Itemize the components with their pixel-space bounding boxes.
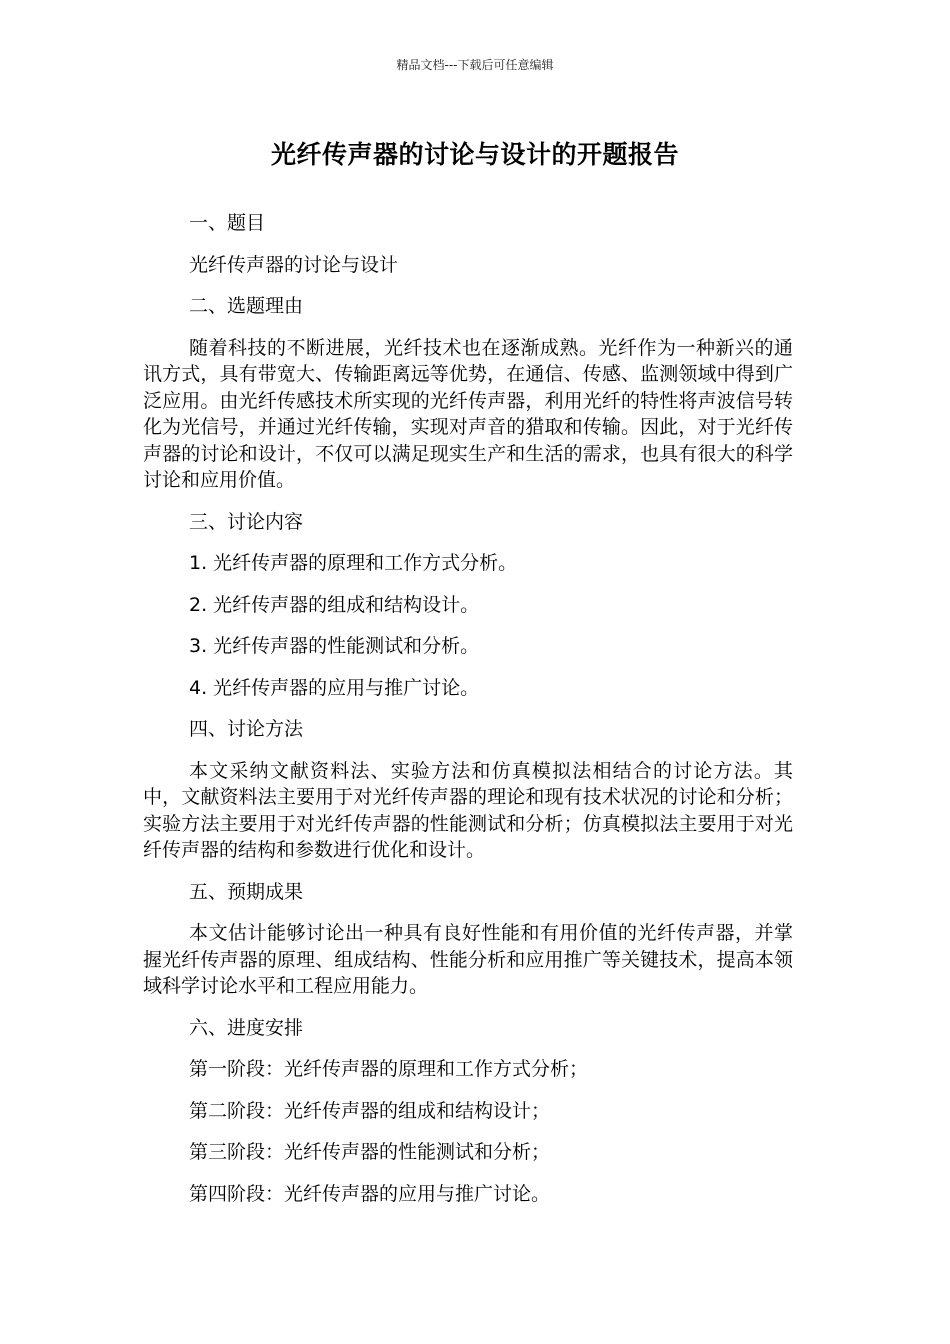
content-item-1: 1. 光纤传声器的原理和工作方式分析。 [189, 552, 518, 574]
schedule-stage-3: 第三阶段：光纤传声器的性能测试和分析； [189, 1141, 551, 1163]
section-heading-topic: 一、题目 [189, 212, 266, 234]
schedule-stage-4: 第四阶段：光纤传声器的应用与推广讨论。 [189, 1182, 551, 1205]
section-heading-results: 五、预期成果 [189, 880, 304, 903]
results-paragraph: 本文估计能够讨论出一种具有良好性能和有用价值的光纤传声器，并掌握光纤传声器的原理、组成结构、性能分析和应用推广等关键技术，提高本领域科学讨论水平和工程应用能力。 [143, 922, 793, 997]
content-item-3: 3. 光纤传声器的性能测试和分析。 [189, 635, 480, 657]
page-header: 精品文档---下载后可任意编辑 [396, 58, 554, 72]
document-body [143, 210, 793, 1222]
schedule-stage-2: 第二阶段：光纤传声器的组成和结构设计； [189, 1099, 551, 1122]
method-paragraph: 本文采纳文献资料法、实验方法和仿真模拟法相结合的讨论方法。其中，文献资料法主要用于对光纤传声器的理论和现有技术状况的讨论和分析；实验方法主要用于对光纤传声器的性能测试和分析；仿真模拟法主要用于对光纤传声器的结构和参数进行优化和设计。 [143, 759, 793, 861]
reason-paragraph: 随着科技的不断进展，光纤技术也在逐渐成熟。光纤作为一种新兴的通讯方式，具有带宽大、传输距离远等优势，在通信、传感、监测领域中得到广泛应用。由光纤传感技术所实现的光纤传声器，利用光纤的特性将声波信号转化为光信号，并通过光纤传输，实现对声音的猎取和传输。因此，对于光纤传声器的讨论和设计，不仅可以满足现实生产和生活的需求，也具有很大的科学讨论和应用价值。 [143, 336, 793, 491]
section-heading-method: 四、讨论方法 [189, 718, 304, 740]
content-item-2: 2. 光纤传声器的组成和结构设计。 [189, 593, 480, 616]
section-heading-schedule: 六、进度安排 [189, 1016, 304, 1039]
section-heading-reason: 二、选题理由 [189, 295, 304, 317]
section-heading-content: 三、讨论内容 [189, 510, 304, 533]
topic-text: 光纤传声器的讨论与设计 [189, 253, 399, 276]
content-item-4: 4. 光纤传声器的应用与推广讨论。 [189, 676, 480, 699]
schedule-stage-1: 第一阶段：光纤传声器的原理和工作方式分析； [189, 1058, 589, 1080]
document-title: 光纤传声器的讨论与设计的开题报告 [270, 140, 679, 169]
